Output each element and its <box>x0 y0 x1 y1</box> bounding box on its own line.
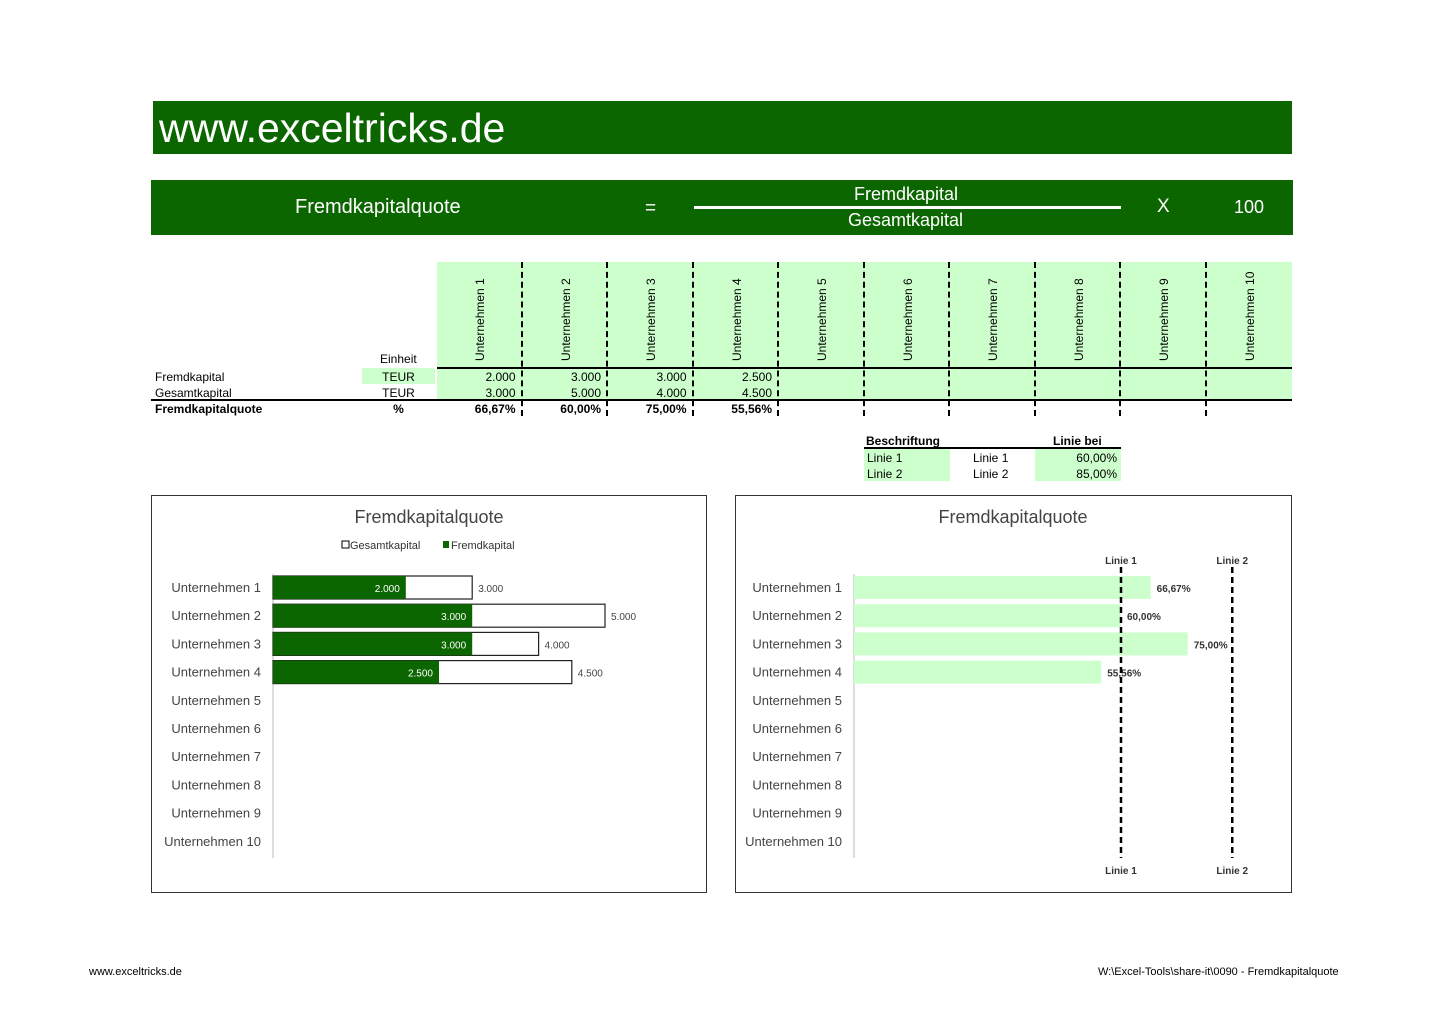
category-label: Unternehmen 7 <box>171 749 261 765</box>
site-banner <box>153 101 1292 154</box>
category-label: Unternehmen 5 <box>171 692 261 708</box>
footer-left: www.exceltricks.de <box>89 966 182 978</box>
legend-label-gesamtkapital: Gesamtkapital <box>350 540 421 552</box>
data-label-gesamtkapital: 5.000 <box>611 612 637 624</box>
category-label: Unternehmen 1 <box>171 580 261 595</box>
category-label: Unternehmen 9 <box>171 805 261 821</box>
category-label: Unternehmen 3 <box>752 636 842 652</box>
value-cell: 3.000 <box>570 370 601 384</box>
data-label-fremdkapital: 3.000 <box>441 640 467 652</box>
bar-quote <box>854 576 1151 599</box>
formula-factor: 100 <box>1234 197 1265 217</box>
value-cell: 66,67% <box>474 402 516 416</box>
company-header-9: Unternehmen 9 <box>1157 278 1171 361</box>
category-label: Unternehmen 10 <box>164 833 261 849</box>
category-label: Unternehmen 1 <box>752 580 842 595</box>
lines-header-label: Beschriftung <box>866 434 941 448</box>
line2-label: Linie 2 <box>867 467 903 481</box>
company-header-7: Unternehmen 7 <box>986 278 1000 361</box>
value-cell: 55,56% <box>731 402 772 416</box>
category-label: Unternehmen 4 <box>171 664 261 680</box>
line2-value: 85,00% <box>1076 467 1117 481</box>
category-label: Unternehmen 10 <box>745 833 842 849</box>
reference-label-bottom-1: Linie 1 <box>1105 866 1137 877</box>
chart-title: Fremdkapitalquote <box>354 507 504 527</box>
formula-equals: = <box>645 198 657 219</box>
data-label-gesamtkapital: 3.000 <box>478 584 504 595</box>
category-label: Unternehmen 8 <box>171 777 261 793</box>
line1-value: 60,00% <box>1076 451 1117 465</box>
company-header-10: Unternehmen 10 <box>1242 271 1257 361</box>
company-header-2: Unternehmen 2 <box>558 278 573 361</box>
category-label: Unternehmen 5 <box>752 692 842 708</box>
value-cell: 5.000 <box>570 386 601 400</box>
column-divider <box>1119 262 1121 416</box>
column-divider <box>777 262 779 416</box>
row-label-quote: Fremdkapitalquote <box>155 402 263 416</box>
company-header-8: Unternehmen 8 <box>1071 278 1086 361</box>
category-label: Unternehmen 3 <box>171 636 261 652</box>
column-divider <box>692 262 694 416</box>
formula-times: X <box>1157 196 1170 217</box>
data-label-gesamtkapital: 4.000 <box>544 640 570 652</box>
bar-quote <box>854 632 1188 655</box>
header-underline <box>437 367 1292 369</box>
value-cell: 3.000 <box>485 386 516 400</box>
data-label-gesamtkapital: 4.500 <box>577 668 603 680</box>
column-divider <box>521 262 523 416</box>
legend-label-fremdkapital: Fremdkapital <box>451 540 515 552</box>
column-divider <box>606 262 608 416</box>
bar-quote <box>854 661 1101 684</box>
lines-header-value: Linie bei <box>1053 434 1102 448</box>
formula-denominator: Gesamtkapital <box>848 210 964 230</box>
chart-capital-box <box>151 495 707 893</box>
data-label-quote: 55,56% <box>1107 668 1142 680</box>
fraction-line <box>694 206 1121 209</box>
row-label-fremdkapital: Fremdkapital <box>155 370 225 384</box>
data-label-quote: 66,67% <box>1156 584 1191 595</box>
data-label-fremdkapital: 2.000 <box>374 584 400 595</box>
value-cell: 2.000 <box>485 370 516 384</box>
value-cell: 75,00% <box>645 402 687 416</box>
chart-title: Fremdkapitalquote <box>938 507 1088 527</box>
chart-quote-box <box>735 495 1292 893</box>
data-label-fremdkapital: 3.000 <box>441 612 467 624</box>
line1-label: Linie 1 <box>867 451 903 465</box>
column-divider <box>1034 262 1036 416</box>
category-label: Unternehmen 4 <box>752 664 842 680</box>
company-header-3: Unternehmen 3 <box>644 278 658 361</box>
category-label: Unternehmen 9 <box>752 805 842 821</box>
unit-fremdkapital: TEUR <box>382 370 415 384</box>
formula-bar <box>151 180 1293 235</box>
legend-swatch-fremdkapital <box>443 541 449 548</box>
chart-capital <box>152 496 706 892</box>
category-label: Unternehmen 2 <box>752 608 842 624</box>
company-header-1: Unternehmen 1 <box>473 278 487 361</box>
data-label-fremdkapital: 2.500 <box>407 668 433 680</box>
reference-label-top-1: Linie 1 <box>1105 556 1137 567</box>
category-label: Unternehmen 6 <box>752 721 842 736</box>
column-divider <box>948 262 950 416</box>
unit-header: Einheit <box>380 352 417 366</box>
category-label: Unternehmen 7 <box>752 749 842 765</box>
row-label-gesamtkapital: Gesamtkapital <box>155 386 232 400</box>
company-header-5: Unternehmen 5 <box>815 278 829 361</box>
reference-label-top-2: Linie 2 <box>1216 556 1249 567</box>
footer-path: W:\Excel-Tools\share-it\0090 - Fremdkapitalquote <box>1098 966 1339 978</box>
unit-gesamtkapital: TEUR <box>382 386 415 400</box>
formula-numerator: Fremdkapital <box>854 184 959 204</box>
column-divider <box>863 262 865 416</box>
bar-quote <box>854 604 1121 627</box>
chart-quote <box>736 496 1291 892</box>
value-cell: 4.500 <box>741 386 772 400</box>
value-cell: 4.000 <box>656 386 687 400</box>
value-cell: 2.500 <box>741 370 772 384</box>
value-cell: 60,00% <box>560 402 601 416</box>
category-label: Unternehmen 6 <box>171 721 261 736</box>
company-header-6: Unternehmen 6 <box>900 278 915 361</box>
data-label-quote: 60,00% <box>1127 612 1161 624</box>
value-cell: 3.000 <box>656 370 687 384</box>
formula-label: Fremdkapitalquote <box>295 196 461 218</box>
company-header-4: Unternehmen 4 <box>729 278 744 361</box>
unit-quote: % <box>393 402 404 416</box>
reference-label-bottom-2: Linie 2 <box>1216 866 1249 877</box>
column-divider <box>1205 262 1207 416</box>
legend-swatch-gesamtkapital <box>342 541 349 548</box>
line1-name: Linie 1 <box>973 451 1009 465</box>
site-title: www.exceltricks.de <box>159 105 506 151</box>
data-label-quote: 75,00% <box>1193 640 1228 652</box>
line2-name: Linie 2 <box>973 467 1009 481</box>
category-label: Unternehmen 2 <box>171 608 261 624</box>
category-label: Unternehmen 8 <box>752 777 842 793</box>
